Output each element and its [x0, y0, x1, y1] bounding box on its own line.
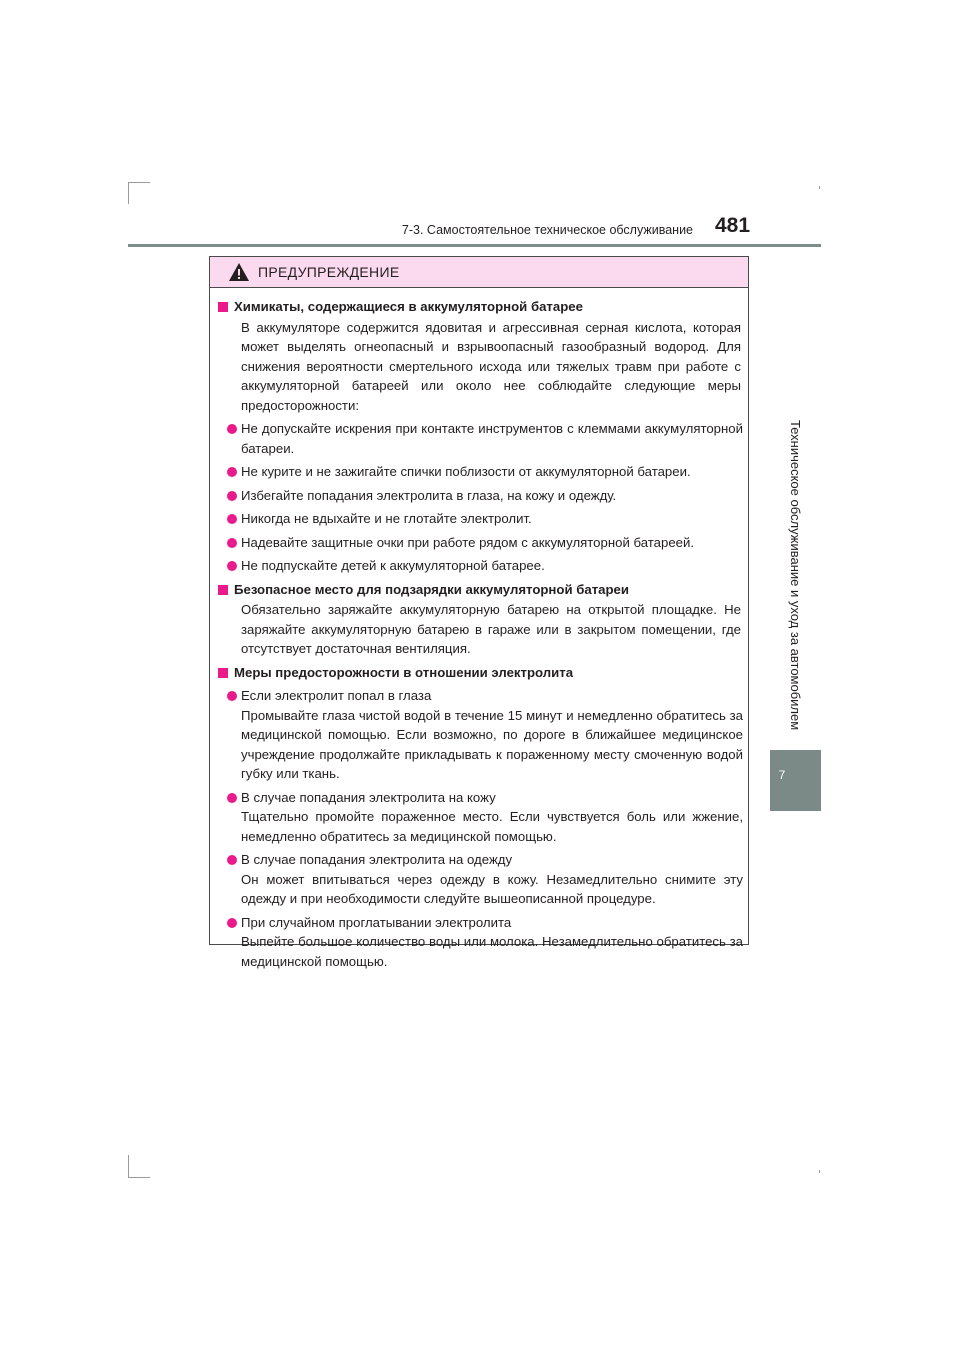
- section-electrolyte-precautions: [210, 663, 750, 972]
- chapter-side-title: Техническое обслуживание и уход за автомобилем: [788, 420, 803, 731]
- square-bullet-icon: [218, 585, 228, 595]
- bullet-dot-icon: [227, 491, 237, 501]
- list-item: Не подпускайте детей к аккумуляторной батарее.: [227, 556, 743, 576]
- list-item: Не курите и не зажигайте спички поблизости от аккумуляторной батареи.: [227, 462, 743, 482]
- item-title: В случае попадания электролита на одежду: [241, 852, 513, 867]
- warning-header: [210, 257, 748, 288]
- bullet-dot-icon: [227, 538, 237, 548]
- item-text: Тщательно промойте пораженное место. Если чувствуется боль или жжение, немедленно обратитесь за медицинской помощью.: [241, 809, 743, 844]
- bullet-dot-icon: [227, 561, 237, 571]
- bullet-dot-icon: [227, 424, 237, 434]
- warning-title: ПРЕДУПРЕЖДЕНИЕ: [258, 264, 400, 280]
- section-charging-place: [210, 580, 750, 659]
- crop-mark: [819, 1170, 820, 1173]
- item-text: Промывайте глаза чистой водой в течение 15 минут и немедленно обратитесь за медицинской помощью. Если возможно, по дороге в ближайшее медицинское учреждение продолжайте прикладывать к пораженному месту смоченную водой губку или ткань.: [241, 707, 743, 781]
- section-heading: Химикаты, содержащиеся в аккумуляторной батарее: [210, 297, 750, 317]
- list-item: [227, 788, 743, 847]
- section-battery-chemicals: [210, 297, 750, 576]
- bullet-dot-icon: [227, 467, 237, 477]
- chapter-number: 7: [778, 768, 786, 782]
- warning-box: [209, 256, 749, 969]
- section-reference: 7-3. Самостоятельное техническое обслуживание: [401, 223, 693, 237]
- section-heading: Безопасное место для подзарядки аккумуляторной батареи: [210, 580, 750, 600]
- crop-mark: [128, 1155, 129, 1178]
- list-item: [227, 686, 743, 784]
- chapter-tab: [770, 750, 821, 811]
- bullet-dot-icon: [227, 918, 237, 928]
- section-paragraph: Обязательно заряжайте аккумуляторную батарею на открытой площадке. Не заряжайте аккумуляторную батарею в гараже или в закрытом помещении, где отсутствует достаточная вентиляция.: [241, 602, 741, 656]
- header-rule: [128, 244, 821, 247]
- warning-body: [210, 297, 750, 975]
- warning-triangle-icon: [228, 262, 250, 282]
- item-title: При случайном проглатывании электролита: [241, 914, 512, 930]
- square-bullet-icon: [218, 302, 228, 312]
- bullet-dot-icon: [227, 691, 237, 701]
- item-text: Выпейте большое количество воды или молока. Незамедлительно обратитесь за медицинской помощью.: [241, 934, 743, 969]
- list-item: Избегайте попадания электролита в глаза, на кожу и одежду.: [227, 486, 743, 506]
- bullet-dot-icon: [227, 514, 237, 524]
- list-item: Никогда не вдыхайте и не глотайте электролит.: [227, 509, 743, 529]
- bullet-dot-icon: [227, 855, 237, 865]
- item-title: В случае попадания электролита на кожу: [241, 789, 496, 805]
- bullet-dot-icon: [227, 793, 237, 803]
- item-title: Если электролит попал в глаза: [241, 688, 432, 703]
- item-text: Он может впитываться через одежду в кожу. Незамедлительно снимите эту одежду и при необходимости следуйте вышеописанной процедуре.: [241, 871, 743, 906]
- list-item: [227, 913, 743, 972]
- section-heading: Меры предосторожности в отношении электролита: [210, 663, 750, 683]
- list-item: [227, 850, 743, 909]
- crop-mark: [128, 1177, 150, 1178]
- square-bullet-icon: [218, 668, 228, 678]
- list-item: Надевайте защитные очки при работе рядом с аккумуляторной батареей.: [227, 533, 743, 553]
- running-header: [0, 0, 960, 250]
- page-number: 481: [715, 214, 751, 237]
- list-item: Не допускайте искрения при контакте инструментов с клеммами аккумуляторной батареи.: [227, 419, 743, 458]
- section-paragraph: В аккумуляторе содержится ядовитая и агрессивная серная кислота, которая может выделять огнеопасный и взрывоопасный газообразный водород. Для снижения вероятности смертельного исхода или тяжелых травм при работе с аккумуляторной батареей или около нее соблюдайте следующие меры предосторожности:: [241, 319, 741, 413]
